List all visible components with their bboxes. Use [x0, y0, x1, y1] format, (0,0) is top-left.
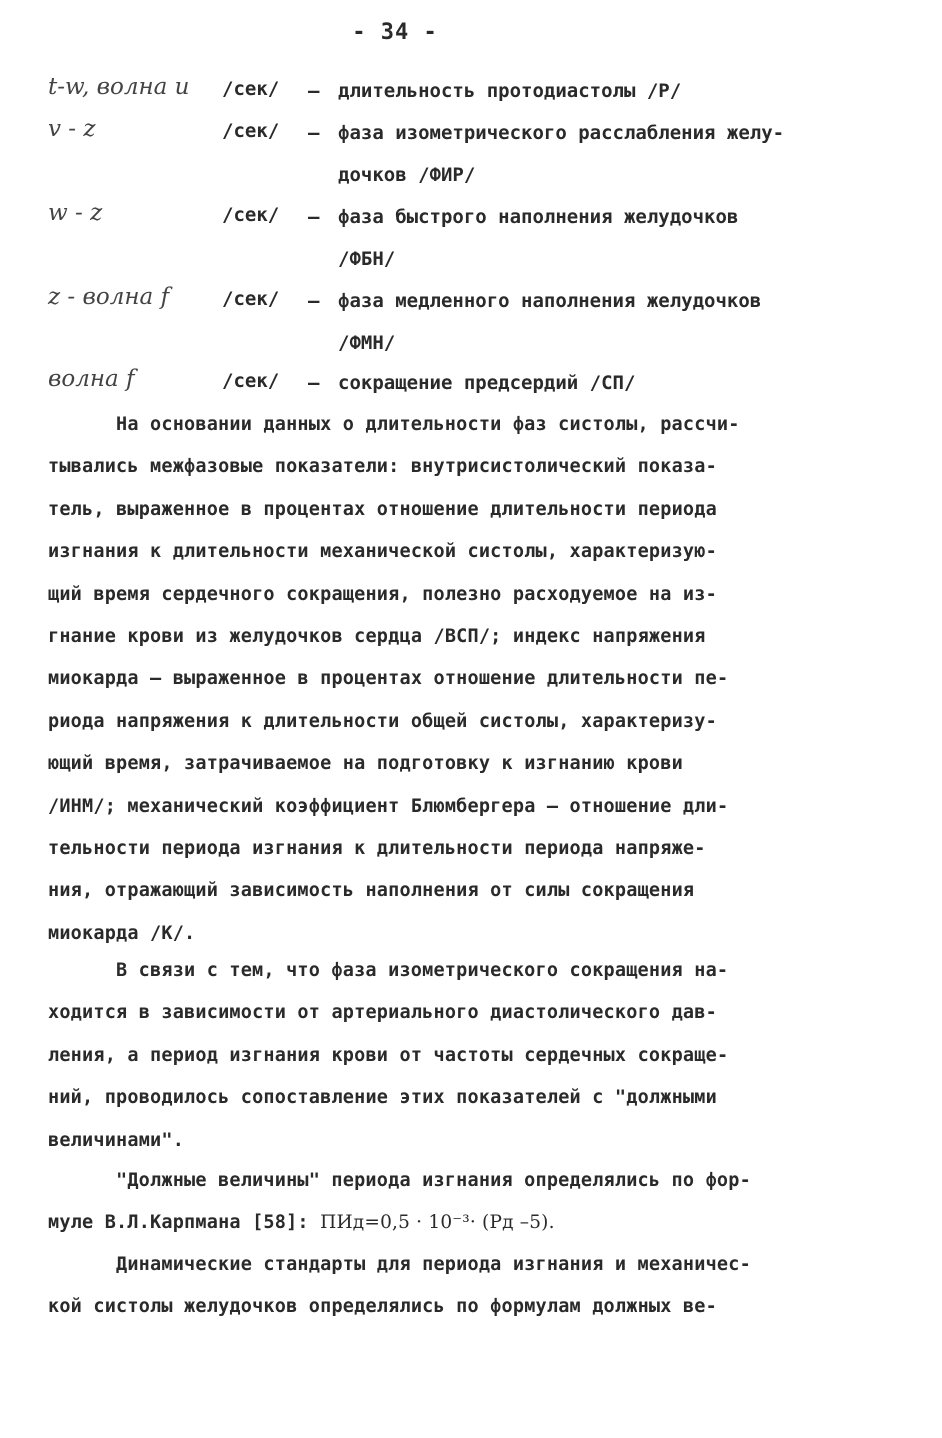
definition-line: фаза быстрого наполнения желудочков: [338, 206, 739, 228]
body-paragraph: [48, 1244, 898, 1329]
unit-label: /сек/: [222, 204, 280, 226]
handwritten-label: z - волна f: [48, 284, 170, 310]
body-paragraph: [48, 404, 898, 955]
text-line: тельности периода изгнания к длительности периода напряже-: [48, 838, 706, 860]
text-line: кой систолы желудочков определялись по формулам должных ве-: [48, 1296, 717, 1318]
text-line: ний, проводилось сопоставление этих показателей с "должными: [48, 1087, 717, 1109]
text-line: /ИНМ/; механический коэффициент Блюмбергера – отношение дли-: [48, 795, 729, 817]
unit-label: /сек/: [222, 78, 280, 100]
handwritten-label: t-w, волна u: [48, 74, 190, 100]
dash: –: [308, 372, 320, 394]
definition-line: длительность протодиастолы /Р/: [338, 80, 682, 102]
karpman-formula: ПИд=0,5 · 10⁻³· (Pд –5).: [320, 1212, 555, 1234]
text-line: ления, а период изгнания крови от частоты сердечных сокраще-: [48, 1044, 729, 1066]
definition-text: [308, 280, 908, 364]
handwritten-label: v - z: [48, 116, 96, 142]
definition-line: сокращение предсердий /СП/: [338, 372, 636, 394]
text-line: изгнания к длительности механической систолы, характеризую-: [48, 541, 717, 563]
text-fragment: муле В.Л.Карпмана [58]:: [48, 1212, 321, 1234]
text-line: тывались межфазовые показатели: внутрисистолический показа-: [48, 456, 717, 478]
text-line: В связи с тем, что фаза изометрического сокращения на-: [116, 960, 729, 981]
page-number: - 34 -: [352, 20, 438, 45]
text-line: [48, 1202, 898, 1244]
text-line: На основании данных о длительности фаз систолы, рассчи-: [116, 414, 740, 435]
unit-label: /сек/: [222, 120, 280, 142]
text-line: ющий время, затрачиваемое на подготовку к изгнанию крови: [48, 753, 683, 775]
text-line: ния, отражающий зависимость наполнения от силы сокращения: [48, 880, 695, 902]
text-line: ходится в зависимости от артериального диастолического дав-: [48, 1002, 717, 1024]
text-line: гнание крови из желудочков сердца /ВСП/; индекс напряжения: [48, 626, 706, 648]
text-line: "Должные величины" периода изгнания определялись по фор-: [116, 1170, 751, 1191]
definition-text: [308, 112, 908, 196]
text-line: тель, выраженное в процентах отношение длительности периода: [48, 498, 717, 520]
text-line: миокарда – выраженное в процентах отношение длительности пе-: [48, 668, 729, 690]
text-line: миокарда /К/.: [48, 922, 196, 944]
definition-line: фаза изометрического расслабления желу-: [338, 122, 785, 144]
text-line: величинами".: [48, 1129, 185, 1151]
text-line: риода напряжения к длительности общей систолы, характеризу-: [48, 710, 717, 732]
definition-line: /ФБН/: [338, 248, 396, 270]
body-paragraph: [48, 1160, 898, 1245]
definition-line: /ФМН/: [338, 332, 396, 354]
definition-text: [308, 196, 908, 280]
definition-line: дочков /ФИР/: [338, 164, 476, 186]
body-paragraph: [48, 950, 898, 1162]
text-line: щий время сердечного сокращения, полезно расходуемое на из-: [48, 583, 717, 605]
dash: –: [308, 206, 320, 228]
text-line: Динамические стандарты для периода изгнания и механичес-: [116, 1254, 751, 1275]
unit-label: /сек/: [222, 370, 280, 392]
unit-label: /сек/: [222, 288, 280, 310]
handwritten-label: волна f: [48, 366, 135, 392]
definition-text: [308, 70, 908, 112]
handwritten-label: w - z: [48, 200, 103, 226]
dash: –: [308, 80, 320, 102]
dash: –: [308, 122, 320, 144]
dash: –: [308, 290, 320, 312]
definition-line: фаза медленного наполнения желудочков: [338, 290, 762, 312]
definition-text: [308, 362, 908, 404]
